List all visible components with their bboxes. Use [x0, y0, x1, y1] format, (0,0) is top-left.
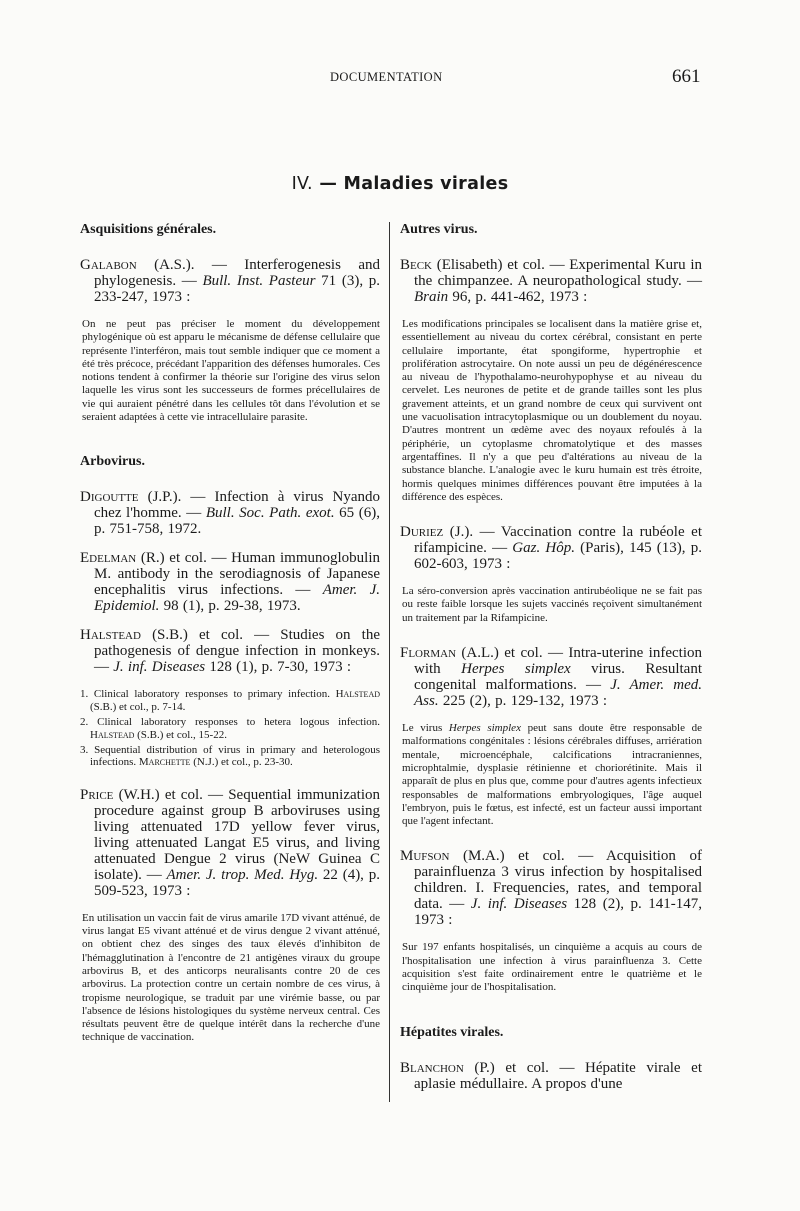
right-column [400, 222, 702, 1105]
section-title [260, 174, 540, 194]
section-number: IV. [291, 174, 313, 194]
subhead-autres-virus: Autres virus. [400, 222, 478, 237]
ref-journal: J. inf. Diseases [113, 659, 206, 676]
subhead-arbovirus: Arbovirus. [80, 454, 145, 470]
reference-duriez: Duriez (J.). — Vaccination contre la rubéole et rifampicine. — Gaz. Hôp. (Paris), 145 (13), p. 602-603, 1973 : [400, 524, 702, 573]
ref-journal: Brain [414, 289, 449, 305]
reference-galabon: Galabon (A.S.). — Interferogenesis and phylogenesis. — Bull. Inst. Pasteur 71 (3), p. 233-247, 1973 : [80, 257, 380, 305]
ref-journal: Gaz. Hôp. [512, 540, 575, 557]
abstract-beck: Les modifications principales se localisent dans la matière grise et, essentiellement au niveau du cortex cérébral, consistant en perte cellulaire importante, état spongiforme, hypertrophie et prolifération astrocytaire. On note aussi un peu de dégénérescence au niveau de l'hypothalamo-neurohypophyse et au niveau du cervelet. Les neurones de petite et de grande tailles sont les plus gravement atteints, et un grand nombre de ceux qui survivent ont une vacuolisation intracytoplasmique ou un doublement du noyau. D'autres montrent un œdème avec des noyaux refoulés à la périphérie, un cytoplasme chromatolytique et des masses argentaffines. Il n'y a que peu d'altérations au niveau de la substance blanche. L'analogie avec le kuru humain est très étroite, hormis quelques minimes différences pouvant être imputées à la différence des espèces. [402, 318, 702, 503]
ref-author: Duriez [400, 524, 444, 541]
abstract-florman: Le virus Herpes simplex peut sans doute être responsable de malformations congénitales : lésions cérébrales diffuses, arriération mentale, microencéphale, calcifications intracraniennes, microphtalmie, dysplasie rétinienne et choriorétinite. Mais il apparaît de plus en plus que, comme pour d'autres agents infectieux responsables de malformations embryologiques, l'âge auquel l'embryon, puis le fœtus, est infecté, est un facteur aussi important que l'agent infectant. [402, 722, 702, 828]
ref-journal: Bull. Soc. Path. exot. [205, 505, 335, 522]
list-item: 2. Clinical laboratory responses to hetera logous infection. Halstead (S.B.) et col., 15-22. [80, 716, 380, 741]
reference-edelman: Edelman (R.) et col. — Human immunoglobulin M. antibody in the serodiagnosis of Japanese encephalitis virus infections. — Amer. J. Epidemiol. 98 (1), p. 29-38, 1973. [80, 550, 380, 615]
ref-journal: Amer. J. Epidemiol. [94, 582, 380, 615]
halstead-sublist [80, 688, 380, 768]
abstract-mufson: Sur 197 enfants hospitalisés, un cinquième a acquis au cours de l'hospitalisation une infection à virus parainfluenza 3. Cette acquisition s'est faite ordinairement entre le quatrième et le cinquième jour de l'hospitalisation. [402, 941, 702, 994]
ref-author: Blanchon [400, 1059, 464, 1076]
ref-journal: J. inf. Diseases [470, 896, 568, 913]
ref-author: Halstead [80, 627, 141, 644]
ref-author: Digoutte [80, 489, 139, 506]
reference-mufson: Mufson (M.A.) et col. — Acquisition of parainfluenza 3 virus infection by hospitalised children. I. Frequencies, rates, and temporal data. — J. inf. Diseases 128 (2), p. 141-147, 1973 : [400, 848, 702, 929]
reference-beck: Beck (Elisabeth) et col. — Experimental Kuru in the chimpanzee. A neuropathological study. — Brain 96, p. 441-462, 1973 : [400, 257, 702, 305]
section-dash: — [319, 174, 338, 194]
ref-author: Edelman [80, 550, 137, 567]
page-header [0, 66, 800, 92]
list-item: 3. Sequential distribution of virus in primary and heterologous infections. Marchette (N.J.) et col., p. 23-30. [80, 744, 380, 769]
reference-florman: Florman (A.L.) et col. — Intra-uterine infection with Herpes simplex virus. Resultant congenital malformations. — J. Amer. med. Ass. 225 (2), p. 129-132, 1973 : [400, 645, 702, 710]
running-head: DOCUMENTATION [330, 70, 443, 84]
subhead-acquisitions: Asquisitions générales. [80, 222, 217, 237]
ref-author: Price [80, 786, 114, 803]
ref-journal: Bull. Inst. Pasteur [202, 273, 316, 289]
reference-halstead: Halstead (S.B.) et col. — Studies on the pathogenesis of dengue infection in monkeys. — J. inf. Diseases 128 (1), p. 7-30, 1973 : [80, 627, 380, 676]
ref-author: Florman [400, 645, 457, 662]
left-column [80, 222, 380, 1065]
reference-price: Price (W.H.) et col. — Sequential immunization procedure against group B arboviruses using living attenuated 17D yellow fever virus, living attenuated Langat E5 virus, and living attenuated Dengue 2 virus (NeW Guinea C isolate). — Amer. J. trop. Med. Hyg. 22 (4), p. 509-523, 1973 : [80, 786, 380, 899]
ref-author: Beck [400, 257, 433, 273]
abstract-galabon: On ne peut pas préciser le moment du développement phylogénique où est apparu le mécanisme de défense cellulaire que représente l'interféron, mais tout semble indiquer que ce moment a été très précoce, précédant l'apparition des défenses humorales. Ces notions tendent à confirmer la théorie sur l'origine des virus selon laquelle les virus sont les successeurs de formes précellulaires de vie qui auraient pénétré dans les cellules tôt dans l'évolution et se seraient adaptées à cette vie intracellulaire parasite. [82, 318, 380, 424]
abstract-price: En utilisation un vaccin fait de virus amarile 17D vivant atténué, de virus langat E5 vivant atténué et de virus dengue 2 vivant atténué, on obtient chez des singes des taux élevés d'inhibiton de l'hémagglutination à l'encontre de 21 antigènes viraux du groupe arbovirus B, et des anticorps neuralisants contre 20 de ces arbovirus. La protection contre un certain nombre de ces virus, à tropisme neurologique, se traduit par une virémie basse, ou par l'absence de lésions histologiques du système nerveux central. Ces résultats peuvent être de quelque intérêt dans la recherche d'une technique de vaccination. [82, 911, 380, 1044]
subhead-hepatites: Hépatites virales. [400, 1024, 504, 1040]
ref-journal: Amer. J. trop. Med. Hyg. [166, 866, 319, 883]
reference-blanchon: Blanchon (P.) et col. — Hépatite virale et aplasie médullaire. A propos d'une [400, 1059, 702, 1092]
column-divider [389, 222, 390, 1102]
section-title-text: Maladies virales [343, 174, 509, 194]
ref-journal: J. Amer. med. Ass. [414, 677, 702, 710]
list-item: 1. Clinical laboratory responses to primary infection. Halstead (S.B.) et col., p. 7-14. [80, 688, 380, 713]
abstract-duriez: La séro-conversion après vaccination antirubéolique ne se fait pas ou reste faible lorsque les sujets vaccinés reçoivent simultanément un traitement par la Rifampicine. [402, 585, 702, 624]
ref-author: Mufson [400, 848, 450, 865]
ref-author: Galabon [80, 257, 137, 273]
page-number: 661 [672, 66, 701, 87]
reference-digoutte: Digoutte (J.P.). — Infection à virus Nyando chez l'homme. — Bull. Soc. Path. exot. 65 (6), p. 751-758, 1972. [80, 489, 380, 538]
